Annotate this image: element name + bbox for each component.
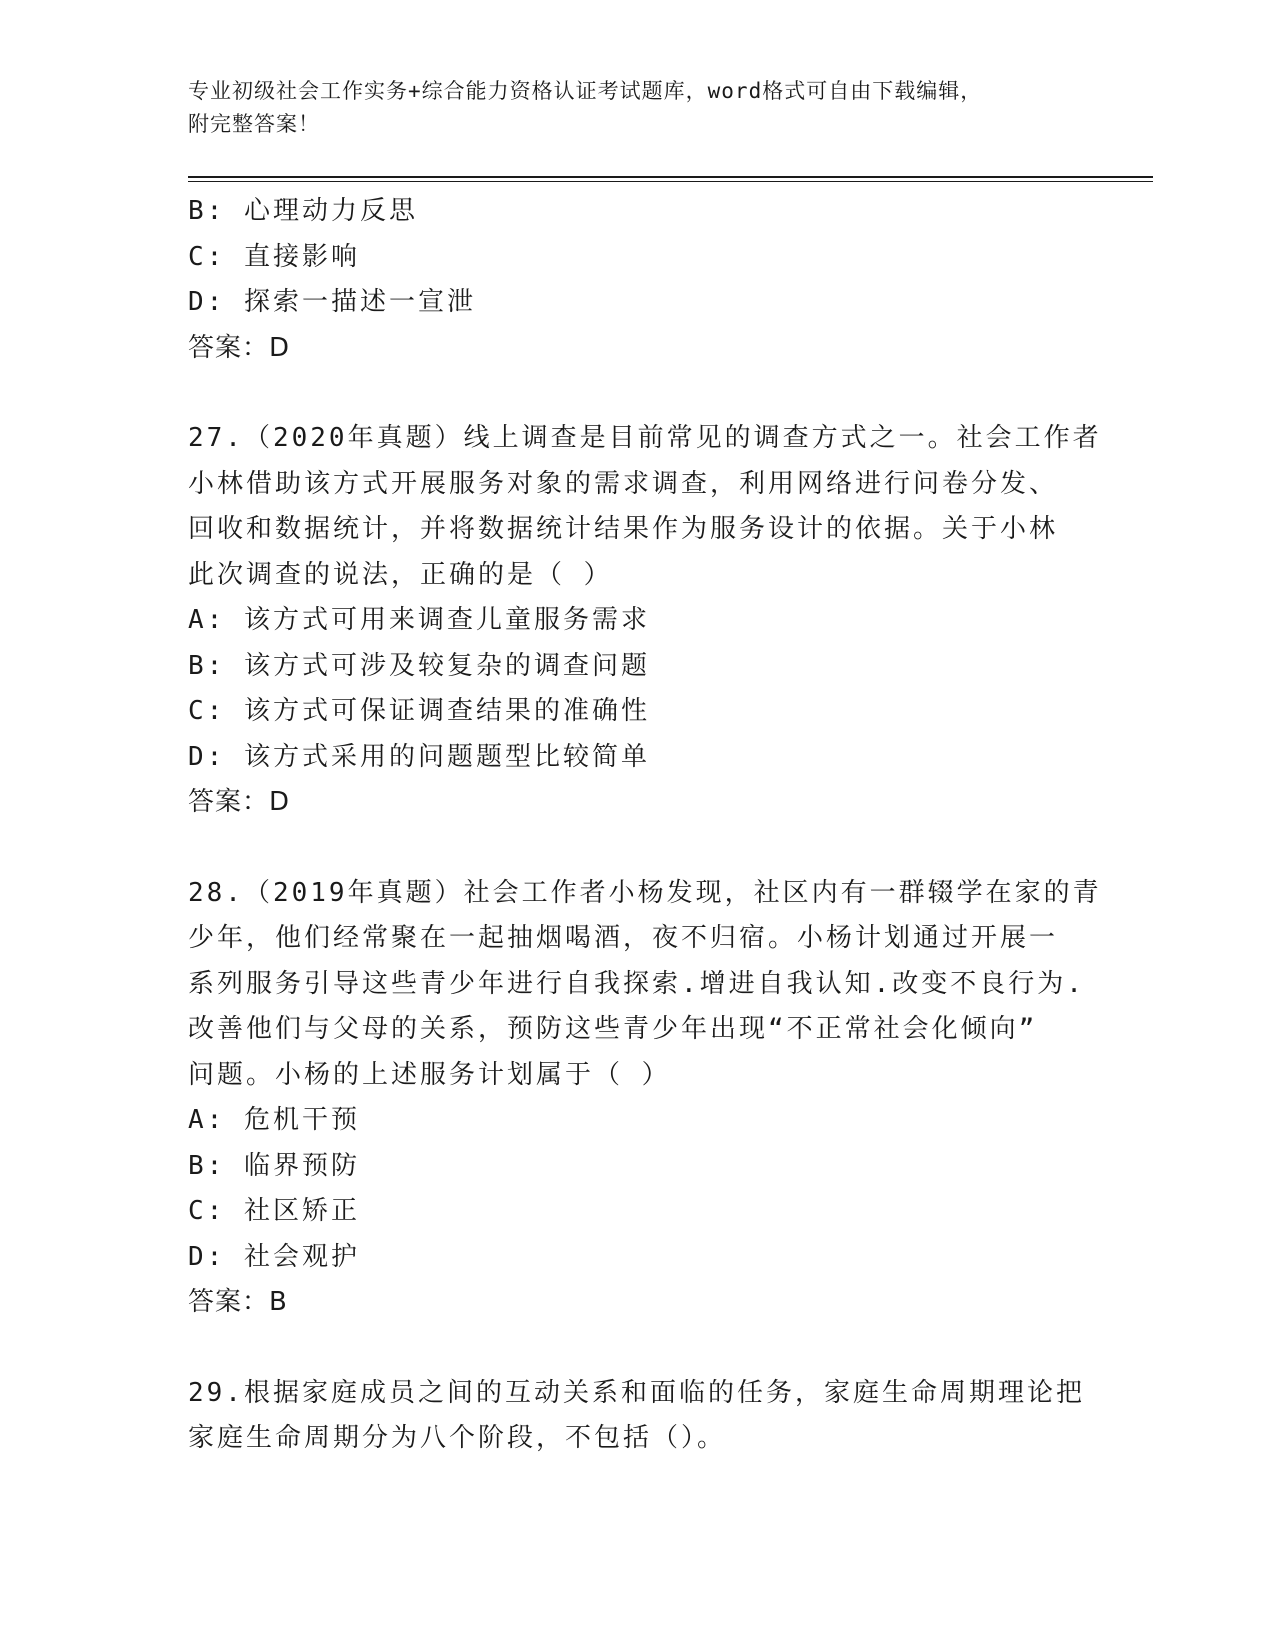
- option-line: A: 危机干预: [188, 1105, 360, 1135]
- question-stem-line: 此次调查的说法，正确的是（ ）: [188, 559, 613, 590]
- option-line: C: 社区矫正: [188, 1196, 360, 1226]
- question-stem-line: 家庭生命周期分为八个阶段，不包括（）。: [188, 1423, 727, 1453]
- option-line: B: 临界预防: [188, 1150, 360, 1181]
- answer-line: 答案：B: [188, 1287, 288, 1317]
- option-line: D: 社会观护: [188, 1241, 360, 1272]
- question-27: [188, 416, 1102, 826]
- prev-question-block: [188, 189, 1088, 371]
- option-line: C: 直接影响: [188, 241, 360, 272]
- question-stem-line: 系列服务引导这些青少年进行自我探索.增进自我认知.改变不良行为.: [188, 968, 1085, 999]
- question-content: [188, 189, 1102, 1462]
- option-line: B: 该方式可涉及较复杂的调查问题: [188, 650, 650, 681]
- question-stem-line: 27.（2020年真题）线上调查是目前常见的调查方式之一。社会工作者: [188, 423, 1102, 453]
- header-divider-thick: [188, 176, 1153, 178]
- spacer: [188, 1326, 1088, 1371]
- option-line: C: 该方式可保证调查结果的准确性: [188, 696, 650, 726]
- question-stem-line: 28.（2019年真题）社会工作者小杨发现，社区内有一群辍学在家的青: [188, 877, 1102, 908]
- question-stem-line: 29.根据家庭成员之间的互动关系和面临的任务，家庭生命周期理论把: [188, 1377, 1085, 1408]
- answer-line: 答案：D: [188, 332, 291, 363]
- header-line-2: 附完整答案！: [188, 112, 320, 136]
- question-stem-line: 改善他们与父母的关系，预防这些青少年出现“不正常社会化倾向”: [188, 1014, 1038, 1044]
- question-29: [188, 1371, 1088, 1462]
- question-stem-line: 回收和数据统计，并将数据统计结果作为服务设计的依据。关于小林: [188, 514, 1059, 544]
- option-line: D: 探索一描述一宣泄: [188, 287, 476, 317]
- header-divider-thin: [188, 181, 1153, 182]
- question-stem-line: 少年，他们经常聚在一起抽烟喝酒，夜不归宿。小杨计划通过开展一: [188, 923, 1059, 953]
- option-line: A: 该方式可用来调查儿童服务需求: [188, 605, 650, 635]
- question-28: [188, 871, 1102, 1326]
- spacer: [188, 826, 1088, 871]
- question-stem-line: 小林借助该方式开展服务对象的需求调查，利用网络进行问卷分发、: [188, 468, 1059, 499]
- option-line: B: 心理动力反思: [188, 196, 418, 226]
- spacer: [188, 371, 1088, 416]
- header-line-1: 专业初级社会工作实务+综合能力资格认证考试题库，word格式可自由下载编辑，: [188, 79, 983, 103]
- page-header: [188, 75, 1088, 141]
- option-line: D: 该方式采用的问题题型比较简单: [188, 741, 650, 772]
- question-stem-line: 问题。小杨的上述服务计划属于（ ）: [188, 1059, 671, 1090]
- answer-line: 答案：D: [188, 787, 291, 817]
